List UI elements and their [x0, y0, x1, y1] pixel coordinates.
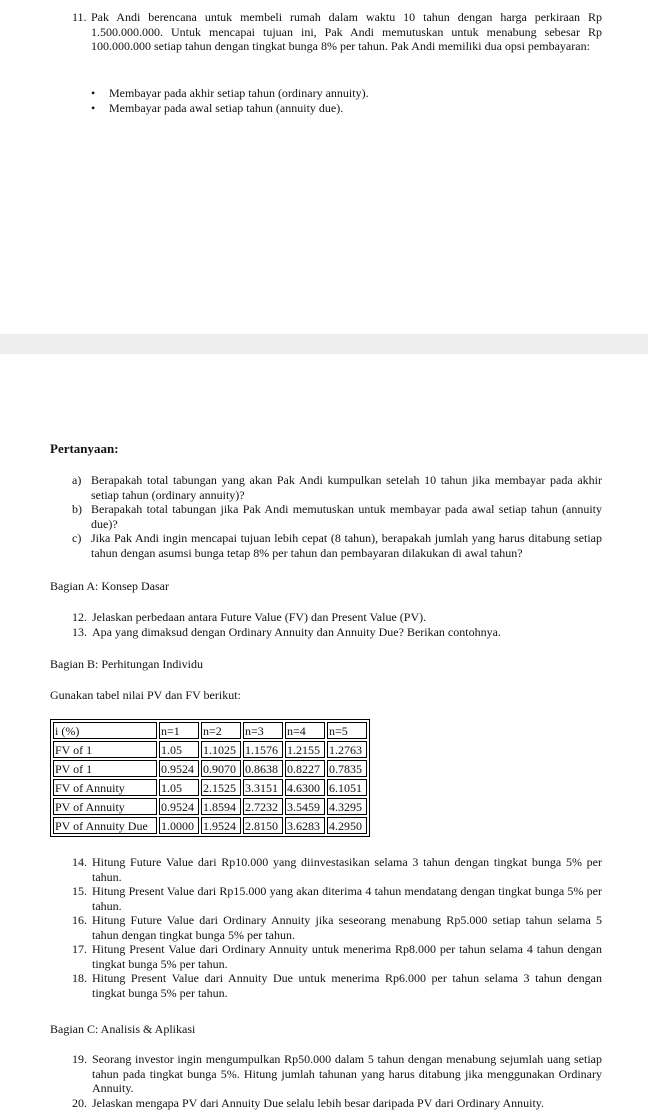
- table-intro: Gunakan tabel nilai PV dan FV berikut:: [50, 688, 241, 702]
- table-header-row: [53, 722, 367, 739]
- table-cell: 4.6300: [285, 779, 325, 796]
- table-row: [53, 741, 367, 758]
- table-cell: 0.8227: [285, 760, 325, 777]
- table-cell: PV of Annuity Due: [53, 817, 157, 834]
- table-cell: PV of 1: [53, 760, 157, 777]
- table-cell: 1.05: [159, 741, 199, 758]
- item-label: 17.: [72, 942, 87, 956]
- item-text: Berapakah total tabungan yang akan Pak Andi kumpulkan setelah 10 tahun jika membayar pada akhir setiap tahun (ordinary annuity)?: [91, 473, 602, 502]
- page-divider: [0, 334, 648, 354]
- question-number: 11.: [72, 10, 87, 24]
- list-item: [72, 942, 602, 971]
- table-cell: FV of 1: [53, 741, 157, 758]
- table-cell: PV of Annuity: [53, 798, 157, 815]
- option-text: Membayar pada akhir setiap tahun (ordinary annuity).: [109, 86, 369, 100]
- table-header-cell: n=1: [159, 722, 199, 739]
- list-item: [72, 531, 602, 560]
- bullet-icon: •: [91, 86, 96, 100]
- table-row: [53, 798, 367, 815]
- table-cell: 1.0000: [159, 817, 199, 834]
- table-cell: 0.8638: [243, 760, 283, 777]
- item-label: 18.: [72, 971, 87, 985]
- bullet-icon: •: [91, 100, 96, 115]
- question-11: [72, 10, 602, 54]
- table-header-cell: i (%): [53, 722, 157, 739]
- table-cell: 0.9524: [159, 798, 199, 815]
- table-cell: 4.2950: [327, 817, 367, 834]
- table-cell: 6.1051: [327, 779, 367, 796]
- item-text: Hitung Present Value dari Rp15.000 yang akan diterima 4 tahun mendatang dengan tingkat bunga 5% per tahun.: [92, 884, 602, 913]
- payment-options-list: [91, 86, 591, 115]
- table-cell: 1.8594: [201, 798, 241, 815]
- item-label: 12.: [72, 610, 87, 624]
- table-header-cell: n=2: [201, 722, 241, 739]
- question-list-a: [72, 610, 602, 639]
- section-heading: Pertanyaan:: [50, 441, 119, 456]
- item-label: b): [72, 502, 82, 516]
- table-cell: 0.9070: [201, 760, 241, 777]
- table-cell: 3.5459: [285, 798, 325, 815]
- list-item: [72, 855, 602, 884]
- list-item: [72, 610, 602, 625]
- table-row: [53, 779, 367, 796]
- question-text: Pak Andi berencana untuk membeli rumah dalam waktu 10 tahun dengan harga perkiraan Rp 1.500.000.000. Untuk mencapai tujuan ini, Pak Andi memutuskan untuk menabung sebesar Rp 100.000.000 setiap tahun dengan tingkat bunga 8% per tahun. Pak Andi memiliki dua opsi pembayaran:: [91, 10, 602, 53]
- item-text: Hitung Future Value dari Ordinary Annuity jika seseorang menabung Rp5.000 setiap tahun selama 5 tahun dengan tingkat bunga 5% per tahun.: [92, 913, 602, 942]
- item-text: Jelaskan perbedaan antara Future Value (FV) dan Present Value (PV).: [92, 610, 427, 624]
- item-label: a): [72, 473, 82, 487]
- table-cell: 0.9524: [159, 760, 199, 777]
- list-item: [91, 86, 591, 101]
- table-cell: 2.8150: [243, 817, 283, 834]
- item-label: 19.: [72, 1052, 87, 1066]
- item-text: Berapakah total tabungan jika Pak Andi memutuskan untuk membayar pada awal setiap tahun (annuity due)?: [91, 502, 602, 531]
- table-header-cell: n=4: [285, 722, 325, 739]
- table-cell: 2.7232: [243, 798, 283, 815]
- table-header-cell: n=3: [243, 722, 283, 739]
- item-text: Hitung Present Value dari Annuity Due untuk menerima Rp6.000 per tahun selama 3 tahun dengan tingkat bunga 5% per tahun.: [92, 971, 602, 1000]
- table-cell: 4.3295: [327, 798, 367, 815]
- table-header-cell: n=5: [327, 722, 367, 739]
- list-item: [72, 913, 602, 942]
- list-item: [72, 473, 602, 502]
- table-cell: 3.3151: [243, 779, 283, 796]
- question-list-c: [72, 1052, 602, 1110]
- item-label: 14.: [72, 855, 87, 869]
- table-cell: 2.1525: [201, 779, 241, 796]
- pv-fv-table: [50, 719, 370, 837]
- item-text: Seorang investor ingin mengumpulkan Rp50.000 dalam 5 tahun dengan menabung sejumlah uang setiap tahun pada tingkat bunga 5%. Hitung jumlah tahunan yang harus ditabung jika menggunakan Ordinary Annuity.: [92, 1052, 602, 1095]
- item-text: Jelaskan mengapa PV dari Annuity Due selalu lebih besar daripada PV dari Ordinary Annuity.: [92, 1095, 545, 1110]
- item-text: Hitung Future Value dari Rp10.000 yang diinvestasikan selama 3 tahun dengan tingkat bunga 5% per tahun.: [92, 855, 602, 884]
- table-cell: 1.2155: [285, 741, 325, 758]
- table-row: [53, 760, 367, 777]
- table-cell: FV of Annuity: [53, 779, 157, 796]
- table-cell: 0.7835: [327, 760, 367, 777]
- item-text: Apa yang dimaksud dengan Ordinary Annuity dan Annuity Due? Berikan contohnya.: [92, 624, 501, 639]
- question-list-b: [72, 855, 602, 1000]
- list-item: [72, 625, 602, 640]
- list-item: [72, 502, 602, 531]
- table-cell: 3.6283: [285, 817, 325, 834]
- list-item: [72, 971, 602, 1000]
- table-row: [53, 817, 367, 834]
- option-text: Membayar pada awal setiap tahun (annuity due).: [109, 100, 344, 115]
- item-text: Hitung Present Value dari Ordinary Annuity untuk menerima Rp8.000 per tahun selama 4 tahun dengan tingkat bunga 5% per tahun.: [92, 942, 602, 971]
- item-label: 13.: [72, 624, 87, 639]
- item-label: 20.: [72, 1095, 87, 1110]
- sub-question-list: [72, 473, 602, 560]
- section-title-b: Bagian B: Perhitungan Individu: [50, 657, 203, 671]
- list-item: [72, 1052, 602, 1096]
- item-label: c): [72, 531, 82, 545]
- table-cell: 1.1576: [243, 741, 283, 758]
- list-item: [72, 1096, 602, 1111]
- section-title-c: Bagian C: Analisis & Aplikasi: [50, 1022, 196, 1036]
- item-label: 15.: [72, 884, 87, 898]
- list-item: [72, 884, 602, 913]
- item-label: 16.: [72, 913, 87, 927]
- section-title-a: Bagian A: Konsep Dasar: [50, 579, 169, 593]
- table-cell: 1.1025: [201, 741, 241, 758]
- table-cell: 1.2763: [327, 741, 367, 758]
- table-cell: 1.05: [159, 779, 199, 796]
- item-text: Jika Pak Andi ingin mencapai tujuan lebih cepat (8 tahun), berapakah jumlah yang harus ditabung setiap tahun dengan asumsi bunga tetap 8% per tahun dan pembayaran dilakukan di awal tahun?: [91, 531, 602, 560]
- list-item: [91, 101, 591, 116]
- table-cell: 1.9524: [201, 817, 241, 834]
